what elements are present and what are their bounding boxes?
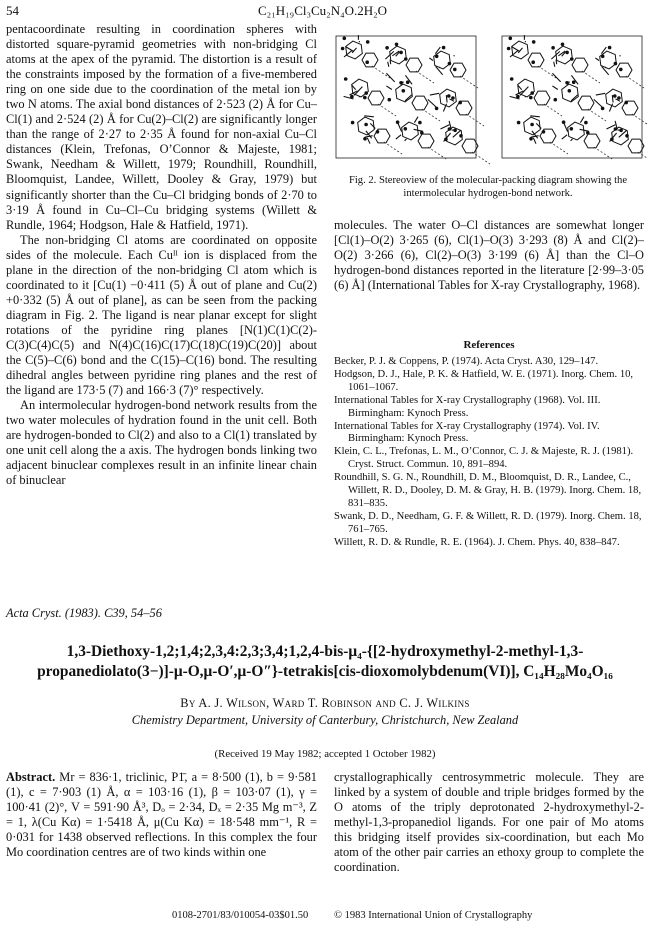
- molecule-sketch: [595, 46, 644, 88]
- molecule-sketch: [552, 73, 606, 121]
- article-title: 1,3-Diethoxy-1,2;1,4;2,3,4:2,3;3,4;1,2,4-bis-μ₄-{[2-hydroxymethyl-2-methyl-1,3-propanediolato(3−)]-μ-O,μ-O′,μ-O″}-tetrakis[cis-dioxomolybdenum(VI)], C₁₄H₂₈Mo₄O₁₆: [37, 643, 613, 680]
- paragraph: An intermolecular hydrogen-bond network results from the two water molecules of hydration found in the unit cell. Both are hydrogen-bonded to Cl(2) and also to a Cl(1) translated by one unit cell along the a axis. The hydrogen bonds linking two adjacent binuclear complexes result in an infinite linear chain of binuclear: [6, 398, 317, 488]
- copyright-notice: © 1983 International Union of Crystallography: [334, 910, 533, 921]
- received-dates: (Received 19 May 1982; accepted 1 October 1982): [214, 748, 436, 760]
- abstract-text: Mr = 836·1, triclinic, P1̄, a = 8·500 (1), b = 9·581 (1), c = 7·903 (1) Å, α = 103·16 (1), β = 103·07 (1), γ = 100·41 (2)°, V = 591·90 Å³, Dₒ = 2·34, Dₓ = 2·35 Mg m⁻³, Z = 1, λ(Cu Kα) = 1·5418 Å, μ(Cu Kα) = 18·548 mm⁻¹, R = 0·031 for 1438 observed reflections. In this complex the four Mo coordination centres are of two kinds within one: [6, 770, 317, 860]
- article-authors: By A. J. Wilson, Ward T. Robinson and C. J. Wilkins: [180, 696, 470, 710]
- paragraph: The non-bridging Cl atoms are coordinated on opposite sides of the molecule. Each Cuᴵᴵ ion is displaced from the plane in the direction of the non-bridging Cl atom which is coordinated to it [Cu(1) −0·411 (5) Å out of plane and Cu(2) +0·332 (5) Å out of plane], as can be seen from the packing diagram in Fig. 2. The ligand is near planar except for slight rotations of the pyridine ring planes [N(1)C(1)C(2)-C(3)C(4)C(5) and N(4)C(16)C(17)C(18)C(19)C(20)] about the C(5)–C(6) bond and the C(15)–C(16) bond. The resulting dihedral angles between pyridine ring planes and the rest of the ligand are 173·5 (7) and 166·3 (7)° respectively.: [6, 232, 317, 398]
- reference-item: Swank, D. D., Needham, G. F. & Willett, R. D. (1979). Inorg. Chem. 18, 761–765.: [334, 510, 642, 535]
- reference-item: International Tables for X-ray Crystallography (1968). Vol. III. Birmingham: Kynoch Press.: [334, 394, 601, 419]
- reference-item: Hodgson, D. J., Hale, P. K. & Hatfield, W. E. (1971). Inorg. Chem. 10, 1061–1067.: [334, 368, 634, 393]
- abstract-left: [6, 770, 317, 860]
- reference-item: International Tables for X-ray Crystallography (1974). Vol. IV. Birmingham: Kynoch Press.: [334, 420, 600, 445]
- abstract-label: Abstract.: [6, 770, 56, 784]
- molecule-sketch: [562, 117, 612, 159]
- left-column: [6, 22, 317, 488]
- molecule-sketch: [344, 77, 396, 116]
- stereoview-figure: [330, 28, 648, 168]
- reference-list: [334, 356, 646, 550]
- molecule-sketch: [351, 116, 402, 154]
- molecule-sketch: [428, 89, 484, 126]
- right-column-text: molecules. The water O–Cl distances are somewhat longer [Cl(1)–O(2) 3·265 (6), Cl(1)–O(3) 3·293 (8) Å and Cl(2)–O(2) 3·266 (6), Cl(2)–O(3) 3·199 (6) Å] than the Cl–O hydrogen-bond distances reported in the literature [2·99–3·05 (6) Å] (International Tables for X-ray Crystallography, 1968).: [334, 218, 644, 293]
- running-header-formula: C₂₁H₁₉Cl₃Cu₂N₄O.2H₂O: [258, 3, 388, 18]
- reference-item: Willett, R. D. & Rundle, R. E. (1964). J. Chem. Phys. 40, 838–847.: [334, 536, 620, 548]
- figure-caption: Fig. 2. Stereoview of the molecular-packing diagram showing the intermolecular hydrogen-bond network.: [348, 175, 628, 199]
- molecule-sketch: [386, 73, 440, 121]
- reference-item: Becker, P. J. & Coppens, P. (1974). Acta Cryst. A30, 129–147.: [334, 356, 599, 367]
- molecule-sketch: [385, 43, 434, 84]
- molecule-sketch: [594, 89, 648, 126]
- abstract-right: crystallographically centrosymmetric molecule. They are linked by a system of double and triple bridges formed by the O atoms of the triply deprotonated 2-hydroxymethyl-2-methyl-1,3-propanediol ligands. For one pair of Mo atoms this bridging itself provides six-coordination, but each Mo atom of the other pair carries an ethoxy group to complete the coordination.: [334, 770, 644, 875]
- reference-item: Roundhill, S. G. N., Roundhill, D. M., Bloomquist, D. R., Landee, C., Willett, R. D., Dooley, D. M. & Gray, H. B. (1979). Inorg. Chem. 18, 831–835.: [334, 472, 642, 509]
- paragraph: pentacoordinate resulting in coordination spheres with distorted square-pyramid geometries with non-bridging Cl atoms at the apex of the pyramid. The distortion is a result of the constraints imposed by the formation of a five-membered ring on one side due to the coordination of the metal ion by two N atoms. The axial bond distances of 2·523 (2) Å for Cu–Cl(1) and 2·524 (2) Å for Cu(2)–Cl(2) are significantly longer than the range of 2·27 to 2·35 Å found for non-axial Cu–Cl distances (Klein, Trefonas, O’Connor & Majeste, 1981; Swank, Needham & Willett, 1979; Roundhill, Roundhill, Bloomquist, Landee, Willett, Dooley & Gray, 1979) but significantly shorter than the Cu–Cl bridging bonds of 2·70 to 3·19 Å found in Cu–Cl–Cu bridging systems (Willett & Rundle, 1964; Hodgson, Hale & Hatfield, 1971).: [6, 22, 317, 232]
- molecule-sketch: [396, 117, 446, 159]
- reference-item: Klein, C. L., Trefonas, L. M., O’Connor, C. J. & Majeste, R. J. (1981). Cryst. Struct. Commun. 10, 891–894.: [334, 446, 634, 471]
- article-code: 0108-2701/83/010054-03$01.50: [172, 910, 309, 921]
- references-heading: References: [463, 339, 515, 351]
- journal-reference: Acta Cryst. (1983). C39, 54–56: [6, 606, 162, 620]
- molecule-sketch: [507, 35, 556, 78]
- molecule-sketch: [517, 116, 568, 154]
- molecule-sketch: [341, 35, 390, 78]
- molecule-sketch: [510, 77, 562, 116]
- page-number: 54: [6, 3, 19, 18]
- article-affiliation: Chemistry Department, University of Canterbury, Christchurch, New Zealand: [131, 713, 519, 727]
- molecule-sketch: [551, 43, 600, 84]
- molecule-sketch: [429, 46, 478, 88]
- packing-diagram-image: [330, 28, 648, 168]
- molecule-sketch: [441, 121, 491, 164]
